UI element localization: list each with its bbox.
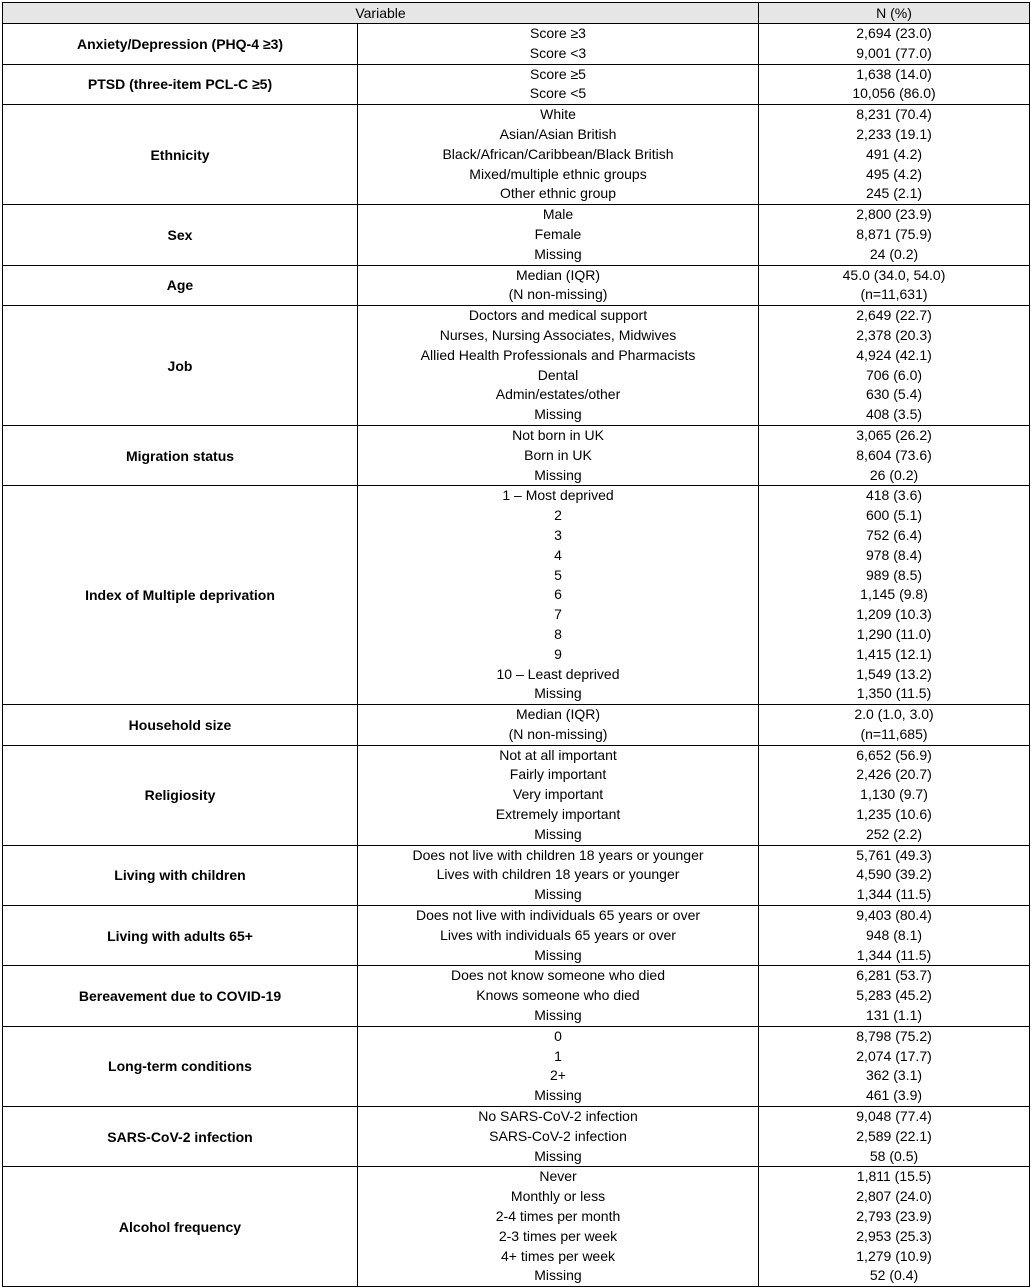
count-percent: 131 (1.1) [865,1007,923,1024]
level-cell [358,1167,759,1287]
category-level: 2-4 times per month [495,1208,621,1225]
value-cell [759,205,1030,265]
level-cell [358,205,759,265]
table-row [3,105,1030,205]
count-percent: 5,761 (49.3) [856,846,932,863]
variable-name: Household size [3,705,358,746]
table-body [3,24,1030,1287]
count-percent: 408 (3.5) [865,406,923,423]
variable-name: Ethnicity [3,105,358,205]
level-cell [358,105,759,205]
category-level: 7 [554,606,562,623]
count-percent: 1,638 (14.0) [856,65,932,82]
value-cell [759,425,1030,485]
count-percent: 2,694 (23.0) [856,25,932,41]
category-level: Female [534,225,582,242]
category-level: Lives with individuals 65 years or over [440,926,676,943]
count-percent: 989 (8.5) [865,566,923,583]
count-percent: 2,800 (23.9) [856,206,932,223]
category-level: Very important [512,786,604,803]
table-row [3,265,1030,306]
count-percent: 252 (2.2) [865,825,923,842]
category-level: Other ethnic group [500,185,616,202]
level-cell [358,24,759,65]
count-percent: 2,807 (24.0) [856,1188,932,1205]
count-percent: 752 (6.4) [865,526,923,543]
category-level: White [540,106,576,123]
category-level: Born in UK [524,446,592,463]
variable-name: SARS-CoV-2 infection [3,1107,358,1167]
value-cell [759,306,1030,426]
category-level: 3 [554,526,562,543]
header-row [3,3,1030,24]
level-cell [358,745,759,845]
category-level: Mixed/multiple ethnic groups [469,165,647,182]
count-percent: 26 (0.2) [869,466,919,483]
variable-name: PTSD (three-item PCL-C ≥5) [3,64,358,105]
count-percent: 362 (3.1) [865,1067,923,1084]
count-percent: (n=11,685) [860,725,928,742]
category-level: Missing [534,1147,582,1164]
level-cell [358,265,759,306]
category-level: Does not live with individuals 65 years or over [415,907,701,924]
value-cell [759,745,1030,845]
category-level: Missing [534,1007,582,1024]
table-row [3,845,1030,905]
category-level: 1 [554,1047,562,1064]
count-percent: 8,604 (73.6) [856,446,932,463]
count-percent: 418 (3.6) [865,487,923,504]
count-percent: 8,231 (70.4) [856,106,932,123]
category-level: Not born in UK [512,426,604,443]
category-level: Asian/Asian British [499,125,617,142]
count-percent: 2.0 (1.0, 3.0) [854,706,934,723]
count-percent: 1,145 (9.8) [860,586,928,603]
count-percent: 10,056 (86.0) [852,85,936,102]
table-row [3,24,1030,65]
level-cell [358,1026,759,1106]
value-cell [759,105,1030,205]
count-percent: 45.0 (34.0, 54.0) [842,266,946,283]
category-level: Missing [534,685,582,702]
table-row [3,1107,1030,1167]
level-cell [358,966,759,1026]
category-level: Score <5 [529,85,587,102]
category-level: Missing [534,466,582,483]
category-level: SARS-CoV-2 infection [489,1127,627,1144]
count-percent: 8,798 (75.2) [856,1027,932,1044]
value-cell [759,486,1030,705]
category-level: 5 [554,566,562,583]
count-percent: 2,378 (20.3) [856,326,932,343]
count-percent: 2,426 (20.7) [856,766,932,783]
count-percent: 1,344 (11.5) [856,946,932,963]
count-percent: 948 (8.1) [865,926,923,943]
category-level: 2-3 times per week [498,1227,618,1244]
count-percent: 9,403 (80.4) [856,907,932,924]
category-level: 2 [554,507,562,524]
category-level: 6 [554,586,562,603]
count-percent: 1,279 (10.9) [856,1247,932,1264]
count-percent: 600 (5.1) [865,507,923,524]
header-n-percent: N (%) [759,3,1030,24]
category-level: Score ≥5 [530,65,586,82]
table-row [3,425,1030,485]
value-cell [759,966,1030,1026]
value-cell [759,906,1030,966]
variable-name: Living with adults 65+ [3,906,358,966]
variable-name: Sex [3,205,358,265]
count-percent: 2,953 (25.3) [856,1227,932,1244]
category-level: Nurses, Nursing Associates, Midwives [439,326,677,343]
count-percent: 2,589 (22.1) [856,1127,932,1144]
count-percent: 1,235 (10.6) [856,806,932,823]
category-level: Male [542,206,574,223]
level-cell [358,1107,759,1167]
value-cell [759,1107,1030,1167]
count-percent: 1,350 (11.5) [856,685,932,702]
count-percent: 2,649 (22.7) [856,307,932,324]
count-percent: 1,344 (11.5) [856,886,932,903]
category-level: 9 [554,645,562,662]
category-level: Admin/estates/other [495,386,621,403]
count-percent: 491 (4.2) [865,145,923,162]
category-level: Fairly important [509,766,607,783]
category-level: Allied Health Professionals and Pharmacists [420,346,696,363]
category-level: Black/African/Caribbean/Black British [442,145,674,162]
count-percent: 9,048 (77.4) [856,1108,932,1125]
category-level: Missing [534,245,582,262]
value-cell [759,705,1030,746]
variable-name: Alcohol frequency [3,1167,358,1287]
variable-name: Bereavement due to COVID-19 [3,966,358,1026]
variable-name: Index of Multiple deprivation [3,486,358,705]
count-percent: 6,652 (56.9) [856,746,932,763]
count-percent: 4,924 (42.1) [856,346,932,363]
count-percent: 6,281 (53.7) [856,967,932,984]
category-level: (N non-missing) [508,725,608,742]
variable-name: Age [3,265,358,306]
category-level: Extremely important [495,806,621,823]
category-level: Missing [534,406,582,423]
count-percent: 2,074 (17.7) [856,1047,932,1064]
count-percent: 3,065 (26.2) [856,426,932,443]
count-percent: 630 (5.4) [865,386,923,403]
category-level: Doctors and medical support [468,307,648,324]
category-level: Not at all important [499,746,617,763]
category-level: Score <3 [529,44,587,61]
count-percent: 245 (2.1) [865,185,923,202]
table-row [3,705,1030,746]
table-row [3,745,1030,845]
variable-name: Religiosity [3,745,358,845]
level-cell [358,845,759,905]
count-percent: 8,871 (75.9) [856,225,932,242]
category-level: 1 – Most deprived [502,487,614,504]
table-row [3,306,1030,426]
value-cell [759,64,1030,105]
table-row [3,486,1030,705]
count-percent: 1,209 (10.3) [856,606,932,623]
category-level: Missing [534,886,582,903]
category-level: 0 [554,1027,562,1044]
variable-name: Anxiety/Depression (PHQ-4 ≥3) [3,24,358,65]
count-percent: 1,415 (12.1) [856,645,932,662]
category-level: Missing [534,825,582,842]
category-level: 4+ times per week [501,1247,615,1264]
count-percent: 495 (4.2) [865,165,923,182]
level-cell [358,486,759,705]
value-cell [759,265,1030,306]
count-percent: 5,283 (45.2) [856,987,932,1004]
category-level: (N non-missing) [508,286,608,303]
category-level: 2+ [550,1067,566,1084]
category-level: Median (IQR) [515,706,601,723]
category-level: 8 [554,625,562,642]
variable-name: Long-term conditions [3,1026,358,1106]
category-level: Does not know someone who died [450,967,666,984]
count-percent: 58 (0.5) [869,1147,919,1164]
variable-name: Migration status [3,425,358,485]
table-row [3,1026,1030,1106]
category-level: Does not live with children 18 years or younger [412,846,704,863]
count-percent: 2,233 (19.1) [856,125,932,142]
category-level: Lives with children 18 years or younger [436,866,680,883]
table-row [3,1167,1030,1287]
count-percent: 706 (6.0) [865,366,923,383]
category-level: Dental [537,366,579,383]
count-percent: 1,130 (9.7) [860,786,928,803]
table-row [3,906,1030,966]
level-cell [358,306,759,426]
count-percent: 978 (8.4) [865,546,923,563]
table-row [3,205,1030,265]
variable-name: Job [3,306,358,426]
count-percent: 1,290 (11.0) [856,625,932,642]
category-level: Never [539,1168,577,1185]
category-level: No SARS-CoV-2 infection [478,1108,638,1125]
value-cell [759,1026,1030,1106]
count-percent: (n=11,631) [860,286,928,303]
value-cell [759,24,1030,65]
category-level: Score ≥3 [530,25,586,41]
level-cell [358,425,759,485]
table-row [3,966,1030,1026]
category-level: 4 [554,546,562,563]
count-percent: 24 (0.2) [869,245,919,262]
category-level: Median (IQR) [515,266,601,283]
count-percent: 9,001 (77.0) [856,44,932,61]
level-cell [358,64,759,105]
count-percent: 4,590 (39.2) [856,866,932,883]
level-cell [358,906,759,966]
table-row [3,64,1030,105]
category-level: Monthly or less [510,1188,606,1205]
count-percent: 1,549 (13.2) [856,665,932,682]
category-level: Missing [534,1087,582,1104]
value-cell [759,845,1030,905]
category-level: Missing [534,1267,582,1284]
level-cell [358,705,759,746]
category-level: 10 – Least deprived [496,665,620,682]
characteristics-table [2,2,1030,1287]
count-percent: 1,811 (15.5) [856,1168,932,1185]
count-percent: 52 (0.4) [869,1267,919,1284]
count-percent: 2,793 (23.9) [856,1208,932,1225]
count-percent: 461 (3.9) [865,1087,923,1104]
category-level: Missing [534,946,582,963]
value-cell [759,1167,1030,1287]
category-level: Knows someone who died [476,987,640,1004]
variable-name: Living with children [3,845,358,905]
header-variable: Variable [3,3,759,24]
